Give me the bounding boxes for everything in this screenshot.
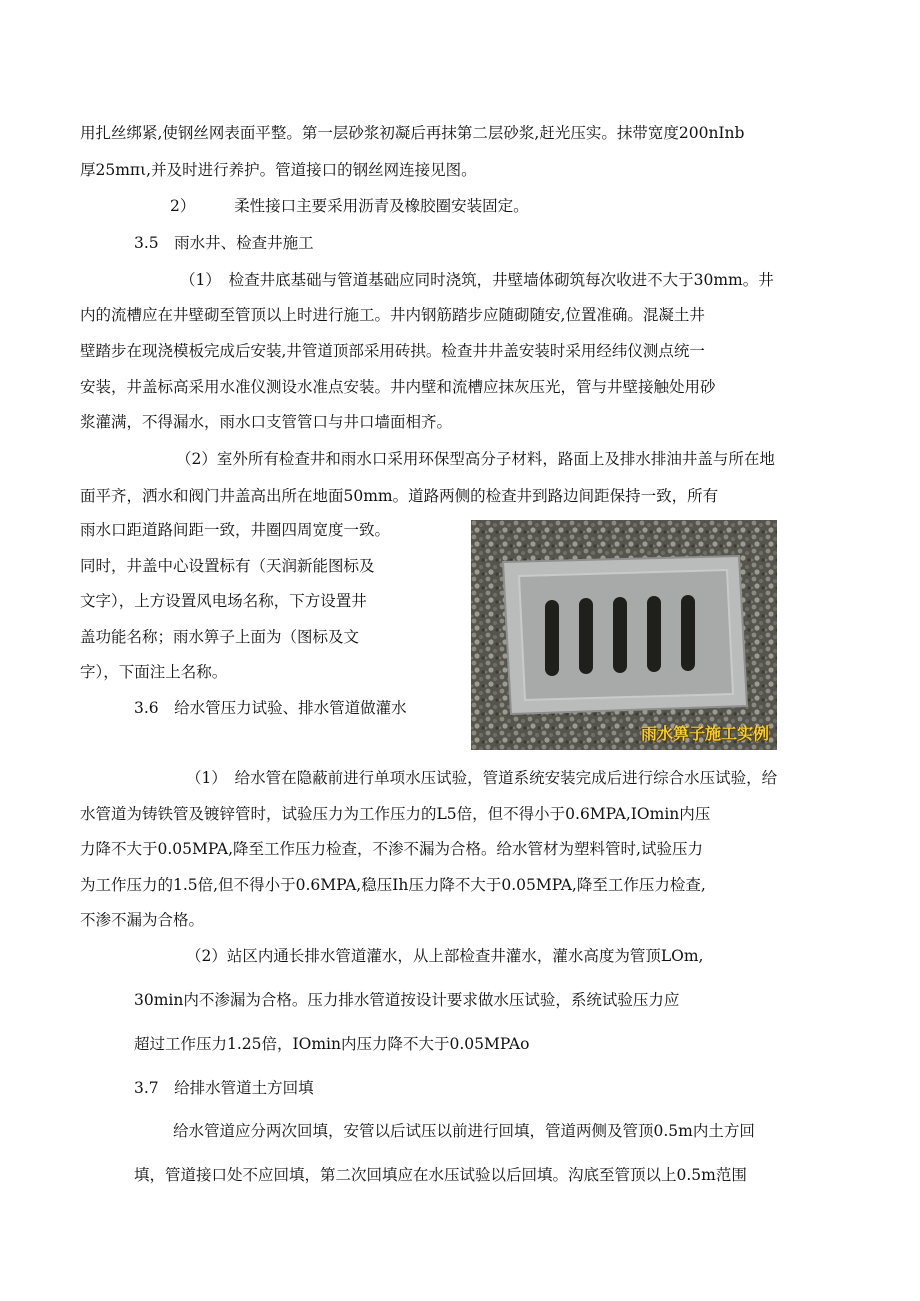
paragraph-line: 面平齐，洒水和阀门井盖高出所在地面50mm。道路两侧的检查井到路边间距保持一致，所有 bbox=[80, 487, 719, 505]
paragraph-line: 浆灌满，不得漏水，雨水口支管管口与井口墙面相齐。 bbox=[80, 413, 453, 431]
paragraph-line: 2） 柔性接口主要采用沥青及橡胶圈安装固定。 bbox=[170, 197, 529, 215]
paragraph-line: （2）室外所有检查井和雨水口采用环保型高分子材料，路面上及排水排油井盖与所在地 bbox=[176, 450, 775, 468]
paragraph-line: 字），下面注上名称。 bbox=[80, 663, 228, 681]
paragraph-line: 安装，井盖标高采用水准仪测设水准点安装。井内壁和流槽应抹灰压光，管与井壁接触处用砂 bbox=[80, 378, 716, 396]
paragraph-line: 水管道为铸铁管及镀锌管时，试验压力为工作压力的L5倍，但不得小于0.6MPA,IOmin内压 bbox=[80, 805, 711, 823]
paragraph-line: （1） 给水管在隐蔽前进行单项水压试验，管道系统安装完成后进行综合水压试验，给 bbox=[186, 769, 778, 787]
paragraph-line: （1） 检查井底基础与管道基础应同时浇筑，井壁墙体砌筑每次收进不大于30mm。井 bbox=[180, 271, 774, 289]
photo-caption: 雨水箅子施工实例 bbox=[640, 724, 769, 743]
paragraph-line: 文字），上方设置风电场名称，下方设置井 bbox=[80, 592, 367, 610]
paragraph-line: 30min内不渗漏为合格。压力排水管道按设计要求做水压试验，系统试验压力应 bbox=[134, 991, 680, 1009]
paragraph-line: 用扎丝绑紧,使钢丝网表面平整。第一层砂浆初凝后再抹第二层砂浆,赶光压实。抹带宽度200nInb bbox=[80, 124, 745, 142]
paragraph-line: 力降不大于0.05MPA,降至工作压力检查，不渗不漏为合格。给水管材为塑料管时,试验压力 bbox=[80, 840, 703, 858]
paragraph-line: 不渗不漏为合格。 bbox=[80, 911, 205, 929]
paragraph-line: 填，管道接口处不应回填，第二次回填应在水压试验以后回填。沟底至管顶以上0.5m范围 bbox=[134, 1166, 747, 1184]
paragraph-line: 厚25mπι,并及时进行养护。管道接口的钢丝网连接见图。 bbox=[80, 161, 477, 179]
grate-illustration bbox=[471, 520, 777, 750]
paragraph-line: 同时，井盖中心设置标有（天润新能图标及 bbox=[80, 557, 375, 575]
section-heading-3-5: 3.5 雨水井、检查井施工 bbox=[134, 234, 314, 252]
section-heading-3-6: 3.6 给水管压力试验、排水管道做灌水 bbox=[134, 699, 407, 717]
paragraph-line: 盖功能名称；雨水箅子上面为（图标及文 bbox=[80, 628, 360, 646]
paragraph-line: 雨水口距道路间距一致，井圈四周宽度一致。 bbox=[80, 521, 391, 539]
paragraph-line: 为工作压力的1.5倍,但不得小于0.6MPA,稳压Ih压力降不大于0.05MPA,降至工作压力检查, bbox=[80, 876, 706, 894]
paragraph-line: 超过工作压力1.25倍，IOmin内压力降不大于0.05MPAo bbox=[134, 1035, 530, 1053]
paragraph-line: （2）站区内通长排水管道灌水，从上部检查井灌水，灌水高度为管顶LOm, bbox=[186, 947, 704, 965]
paragraph-line: 内的流槽应在井壁砌至管顶以上时进行施工。井内钢筋踏步应随砌随安,位置准确。混凝土井 bbox=[80, 306, 705, 324]
paragraph-line: 壁踏步在现浇模板完成后安装,井管道顶部采用砖拱。检查井井盖安装时采用经纬仪测点统一 bbox=[80, 342, 705, 360]
storm-drain-grate-photo bbox=[471, 520, 777, 750]
section-heading-3-7: 3.7 给排水管道土方回填 bbox=[134, 1079, 314, 1097]
paragraph-line: 给水管道应分两次回填，安管以后试压以前进行回填，管道两侧及管顶0.5m内土方回 bbox=[173, 1122, 755, 1140]
